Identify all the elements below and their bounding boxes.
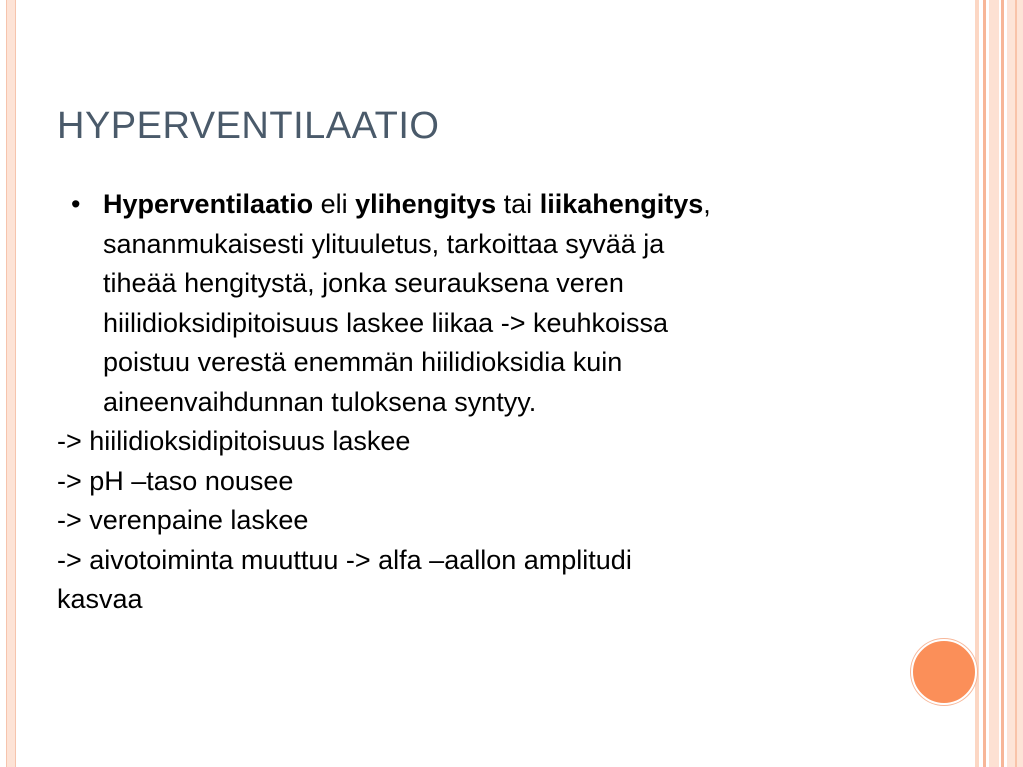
left-decorative-bar bbox=[6, 0, 16, 767]
bullet-mark: • bbox=[71, 189, 81, 219]
connector-text: tai bbox=[496, 189, 540, 219]
stripe bbox=[983, 0, 986, 767]
term-liikahengitys: liikahengitys bbox=[539, 189, 704, 219]
stripe bbox=[1001, 0, 1004, 767]
slide-title: HYPERVENTILAATIO bbox=[57, 105, 440, 147]
consequence-line: -> hiilidioksidipitoisuus laskee bbox=[57, 426, 411, 456]
bullet-first-line bbox=[103, 185, 857, 225]
right-decorative-stripes bbox=[975, 0, 1023, 767]
consequence-line: -> pH –taso nousee bbox=[57, 465, 294, 496]
connector-text: , bbox=[703, 189, 711, 219]
stripe bbox=[975, 0, 979, 767]
accent-circle bbox=[911, 639, 977, 705]
bullet-item bbox=[57, 185, 857, 422]
bullet-line: aineenvaihdunnan tuloksena syntyy. bbox=[103, 386, 537, 417]
bullet-line: poistuu verestä enemmän hiilidioksidia kuin bbox=[103, 347, 623, 377]
stripe bbox=[1015, 0, 1017, 767]
consequence-line: -> aivotoiminta muuttuu -> alfa –aallon amplitudi bbox=[57, 544, 632, 575]
connector-text: eli bbox=[313, 189, 356, 219]
bullet-line: tiheää hengitystä, jonka seurauksena veren bbox=[103, 268, 624, 298]
stripe bbox=[989, 0, 999, 767]
term-ylihengitys: ylihengitys bbox=[355, 189, 497, 219]
consequence-line: -> verenpaine laskee bbox=[57, 505, 309, 535]
bullet-line: hiilidioksidipitoisuus laskee liikaa -> keuhkoissa bbox=[103, 307, 669, 338]
slide-body bbox=[57, 185, 857, 620]
term-hyperventilaatio: Hyperventilaatio bbox=[103, 189, 314, 219]
consequence-line: kasvaa bbox=[57, 584, 143, 614]
bullet-line: sananmukaisesti ylituuletus, tarkoittaa syvää ja bbox=[103, 228, 665, 259]
